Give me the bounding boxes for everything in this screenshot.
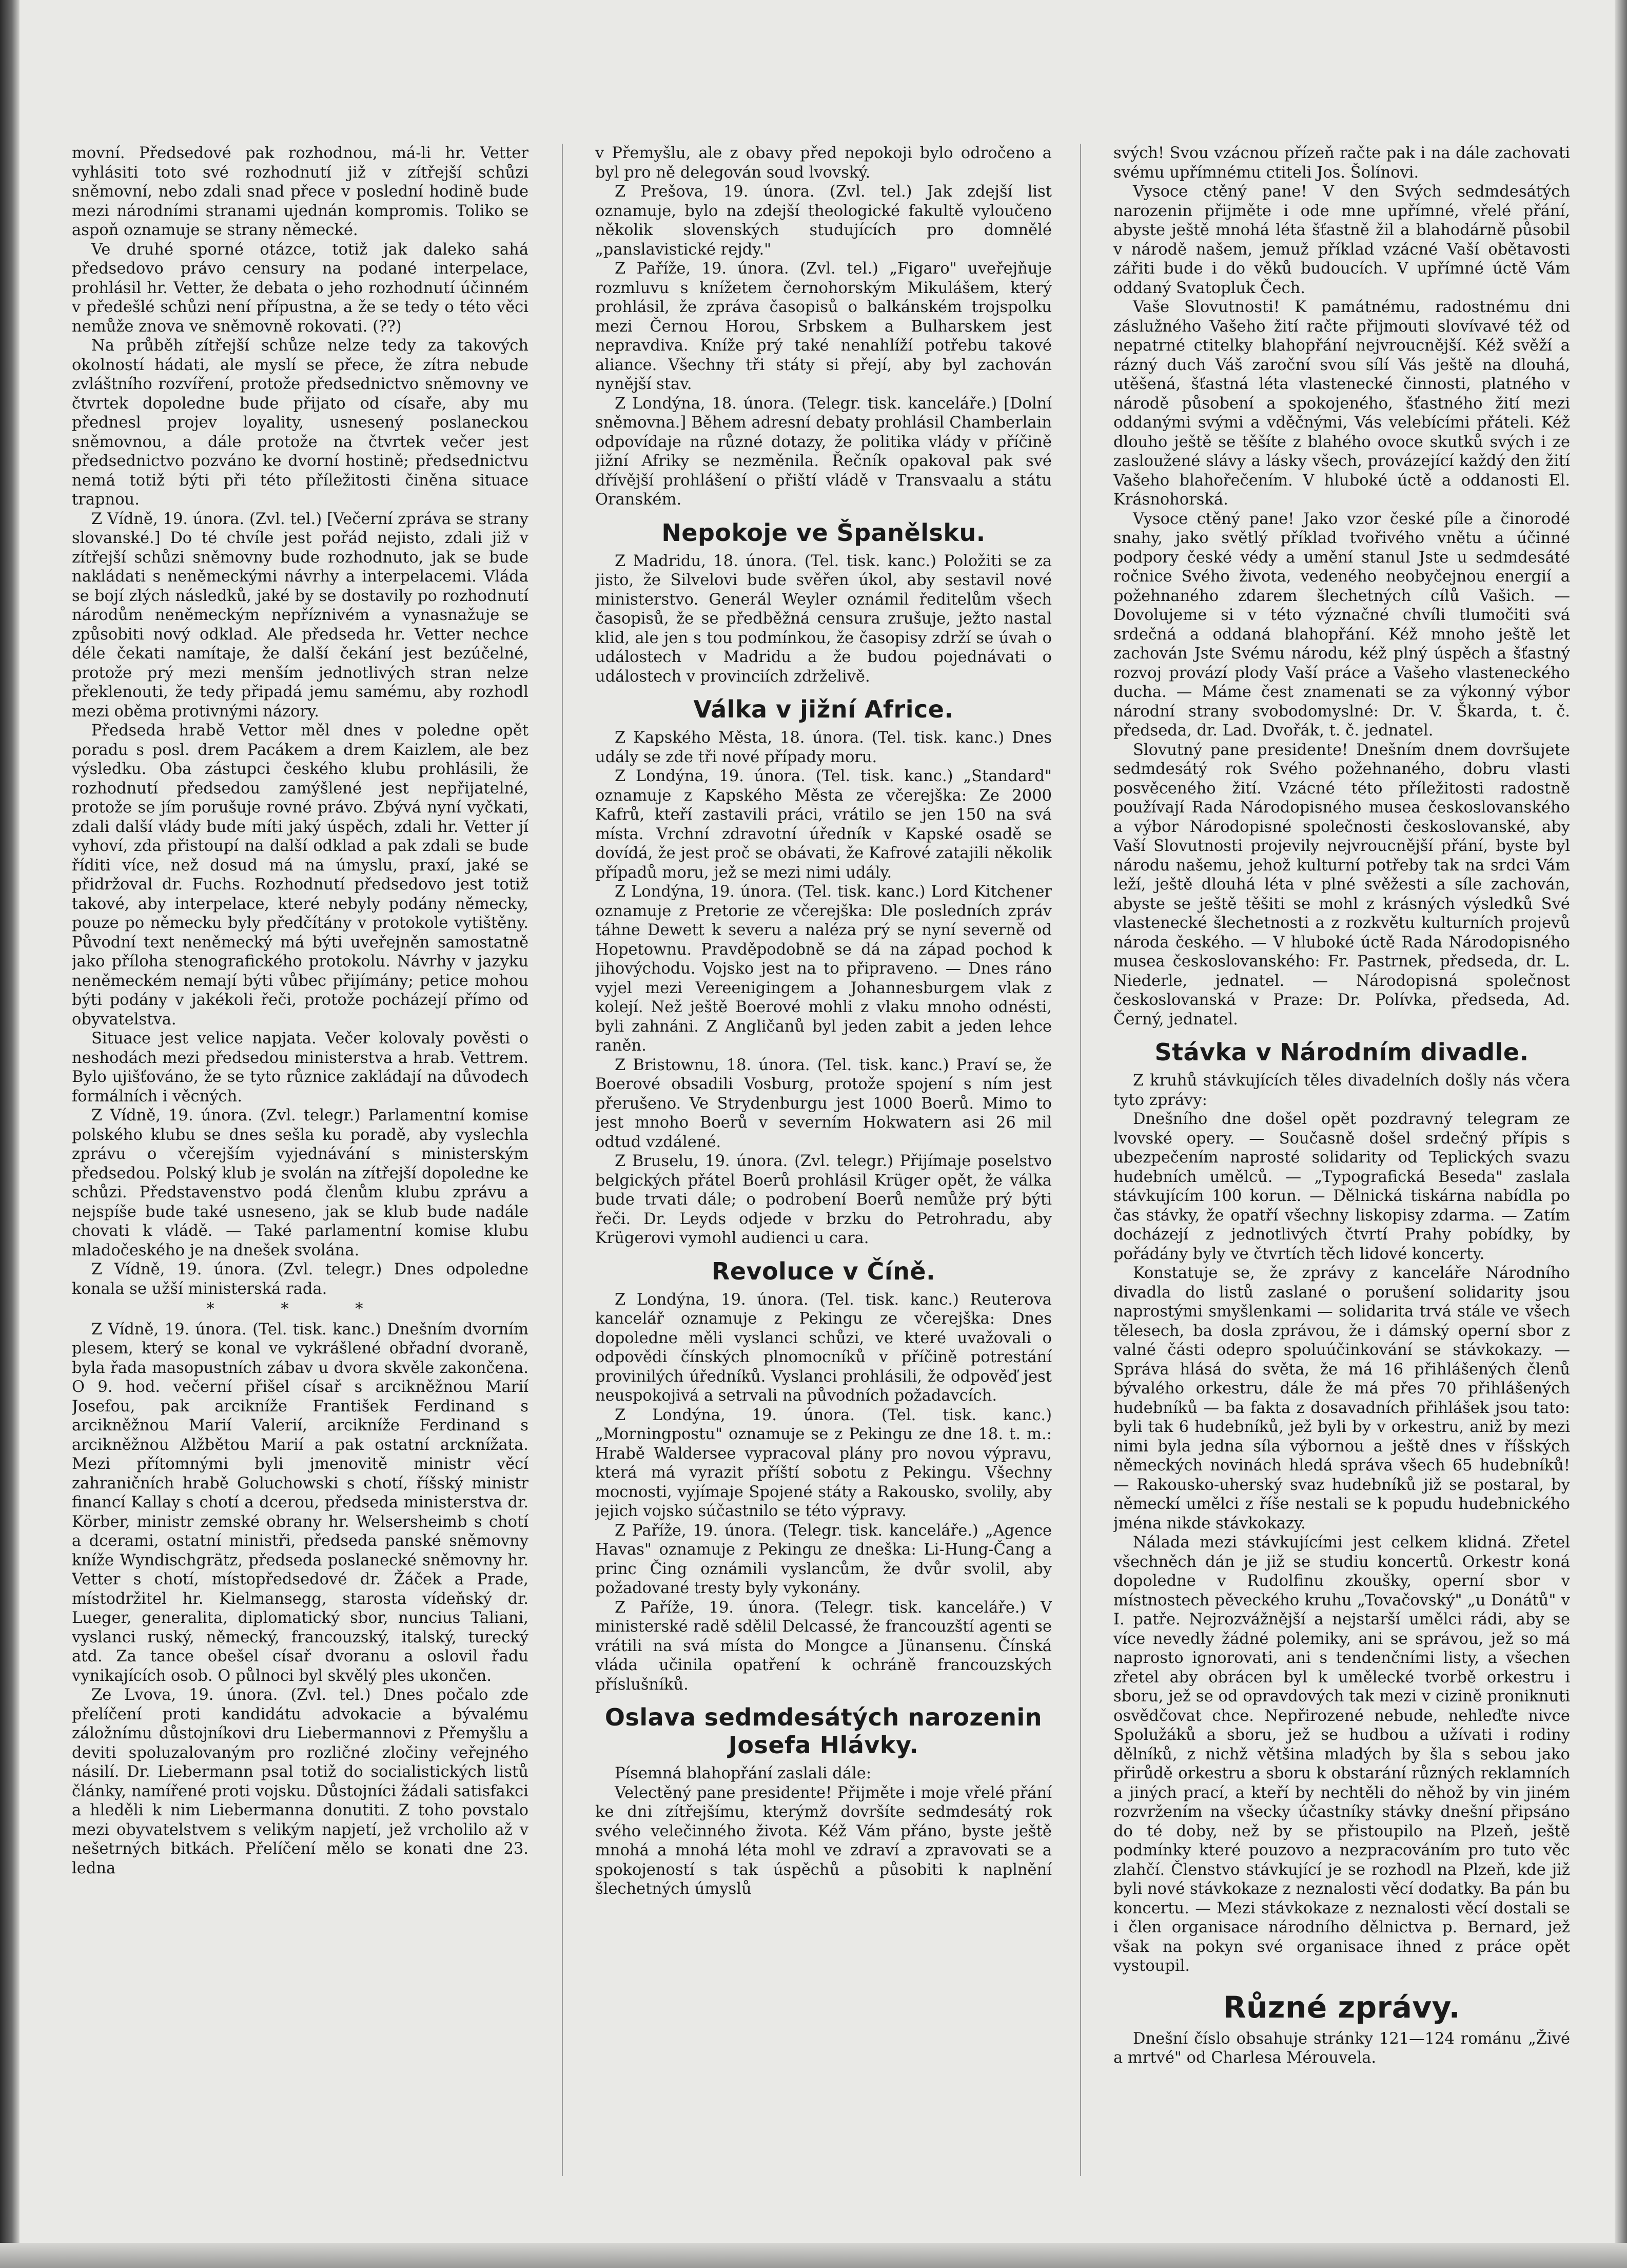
paragraph: Na průběh zítřejší schůze nelze tedy za takových okolností hádati, ale myslí se přece, že zítra nebude zvláštního rozvíření, protože předsednictvo sněmovny ve čtvrtek dopoledne bude přijato od císaře, aby mu přednesl projev loyality, usnesený poslaneckou sněmovnou, a dále protože na čtvrtek večer jest předsednictvo pozváno ke dvorní hostině; předsednictvu nemá totiž býti při této příležitosti činěna situace trapnou. bbox=[72, 337, 528, 509]
paragraph: Z Paříže, 19. února. (Zvl. tel.) „Figaro" uveřejňuje rozmluvu s knížetem černohorským Mikulášem, který prohlásil, že zpráva časopisů o balkánském trojspolku mezi Černou Horou, Srbskem a Bulharskem jest nepravdiva. Kníže prý také nenahlíží potřebu takové aliance. Všechny tři státy si přejí, aby byl zachován nynější stav. bbox=[595, 260, 1052, 393]
section-heading-china: Revoluce v Číně. bbox=[711, 1257, 936, 1285]
paragraph: svých! Svou vzácnou přízeň račte pak i na dále zachovati svému upřímnému ctiteli Jos. Šolínovi. bbox=[1113, 144, 1570, 182]
paragraph: Z Londýna, 19. února. (Tel. tisk. kanc.) „Morningpostu" oznamuje se z Pekingu ze dne 18. t. m.: Hrabě Waldersee vypracoval plány pro novou výpravu, která má vyrazit příští sobotu z Pekingu. Všechny mocnosti, vyjímaje Spojené státy a Rakousko, svolily, aby jejich vojsko súčastnilo se této výpravy. bbox=[595, 1406, 1052, 1520]
section-heading-hlavka: Oslava sedmdesátých narozenin Josefa Hlávky. bbox=[604, 1703, 1043, 1759]
paragraph: Z Kapského Města, 18. února. (Tel. tisk. kanc.) Dnes udály se zde tři nové případy moru. bbox=[595, 729, 1052, 766]
page-edge-right bbox=[1615, 0, 1627, 2268]
paragraph: Z Vídně, 19. února. (Zvl. telegr.) Dnes odpoledne konala se užší ministerská rada. bbox=[72, 1261, 528, 1298]
paragraph: Ze Lvova, 19. února. (Zvl. tel.) Dnes počalo zde přelíčení proti kandidátu advokacie a bývalému záložnímu důstojníkovi dru Liebermannovi z Přemyšlu a deviti spoluzalovaným pro rozličné zločiny veřejného násilí. Dr. Liebermann psal totiž do socialistických listů články, namířené proti vojsku. Důstojníci žádali satisfakci a hleděli k nim Liebermanna donutiti. Z toho povstalo mezi obyvatelstvem s velikým napjetí, jež vrcholilo až v nešetrných bitkách. Přelíčení mělo se konati dne 23. ledna bbox=[72, 1686, 528, 1877]
paragraph: Z Bruselu, 19. února. (Zvl. telegr.) Přijímaje poselstvo belgických přátel Boerů prohlásil Krüger opět, že válka bude trvati dále; o podrobení Boerů nemůže prý býti řeči. Dr. Leyds odjede v brzku do Petrohradu, aby Krügerovi vymohl audienci u cara. bbox=[595, 1152, 1052, 1247]
paragraph: Velectěný pane presidente! Přijměte i moje vřelé přání ke dni zítřejšímu, kterýmž dovršíte sedmdesátý rok svého velečinného života. Kéž Vám přáno, byste ještě mnohá a mnohá léta mohl ve zdraví a zpravovati se a spokojeností s tak úspěchů a působiti k naplnění šlechetných úmyslů bbox=[595, 1784, 1052, 1898]
paragraph: Nálada mezi stávkujícími jest celkem klidná. Zřetel všechněch dán je již se studiu koncertů. Orkestr koná dopoledne v Rudolfinu zkoušky, operní sbor v místnostech pěveckého kruhu „Tovačovský" „u Donátů" v I. patře. Nejrozvážnější a nejstarší umělci rádi, aby se více nevedly žádné polemiky, ani se správou, jež so má naprosto ignorovati, ani s tendenčními listy, a všechen zřetel aby obrácen byl k umělecké tvorbě orkestru i sboru, jež se od opravdových tak mezi v cizině proniknuti osvědčovat chce. Nepřirozené nebude, nehleďte nivce Spolužáků a sboru, jež se hudbou a užívati i rodiny dělníků, z nichž většina mladých by šla s sebou jako přirůdě orkestru a sboru k obstarání různých reklamních a jiných prací, a kteří by nechtěli do něhož by vin jiném rozvržením na všecky účastníky stávky dnešní připsáno do té doby, než by se přistoupilo na Plzeň, ještě podmínky které pouzovo a nezpracováním pro tuto věc zlahčí. Členstvo stávkující je se rozhodl na Plzeň, kde již byli nové stávkokaze z neznalosti věcí dodatky. Ba pán bu koncertu. — Mezi stávkokaze z neznalosti věcí dostali se i člen organisace národního dělnictva p. Bernard, jež však na pokyn své organisace ihned z práce opět vystoupil. bbox=[1113, 1534, 1570, 1975]
paragraph: Z Prešova, 19. února. (Zvl. tel.) Jak zdejší list oznamuje, bylo na zdejší theologické fakultě vyloučeno několik slovenských studujících pro domnělé „panslavistické rejdy." bbox=[595, 183, 1052, 259]
paragraph: Z Paříže, 19. února. (Telegr. tisk. kanceláře.) „Agence Havas" oznamuje z Pekingu ze dneška: Li-Hung-Čang a princ Čing oznámili vyslancům, že dvůr svolil, aby požadované tresty byly vykonány. bbox=[595, 1521, 1052, 1597]
column-rule bbox=[1080, 144, 1081, 2176]
column-2 bbox=[595, 144, 1052, 2176]
paragraph: Z Paříže, 19. února. (Telegr. tisk. kanceláře.) V ministerské radě sdělil Delcassé, že francouzští agenti se vrátili na svá místa do Mongce a Jünansenu. Čínská vláda učinila opatření k ochráně francouzských příslušníků. bbox=[595, 1598, 1052, 1694]
paragraph: Vysoce ctěný pane! Jako vzor české píle a činorodé snahy, jako světlý příklad tvořivého vnětu a účinné podpory české védy a umění stanul Jste u sedmdesáté ročnice Svého života, vedeného neobyčejnou energií a požehnaného zdarem šlechetných cílů Vašich. — Dovolujeme si v této význačné chvíli tlumočiti svá srdečná a oddaná blahopřání. Kéž mnoho ještě let zachován Jste Svému národu, kéž plný úspěch a šťastný rozvoj provází plody Vaší práce a Vašeho vlasteneckého ducha. — Máme čest znamenati se za výkonný výbor národní strany svobodomyslné: Dr. V. Škarda, t. č. předseda, dr. Lad. Dvořák, t. č. jednatel. bbox=[1113, 510, 1570, 740]
paragraph: Slovutný pane presidente! Dnešním dnem dovršujete sedmdesátý rok Svého požehnaného, dobru vlasti posvěceného žití. Vzácné této příležitosti radostně používají Rada Národopisného musea českoslovanského a výbor Národopisné společnosti českoslovanské, aby Vaší Slovutnosti projevily nejvroucnější přání, byste byl národu našemu, jehož kulturní potřeby tak na srdci Vám leží, ještě dlouhá léta v plné svěžesti a síle zachován, abyste se ještě těšiti se mohl z krásných výsledků Své vlastenecké šlechetnosti a z rozkvětu kulturních projevů národa českého. — V hluboké úctě Rada Národopisného musea českoslovanského: Fr. Pastrnek, předseda, dr. L. Niederle, jednatel. — Národopisná společnost českoslovanská v Praze: Dr. Polívka, předseda, Ad. Černý, jednatel. bbox=[1113, 741, 1570, 1029]
section-heading-strike: Stávka v Národním divadle. bbox=[1154, 1038, 1529, 1066]
paragraph: Předseda hrabě Vettor měl dnes v poledne opět poradu s posl. drem Pacákem a drem Kaizlem, ale bez výsledku. Oba zástupci českého klubu prohlásili, že rozhodnutí předsedou zamýšlené jest nepřijatelné, protože se jím porušuje rovné právo. Zbývá nyní vyčkati, zdali další vlády bude míti jaký úspěch, zdali hr. Vetter jí vyhoví, zda přistoupí na další odklad a pak zdali se bude říditi více, než dosud má na úmyslu, praxí, jaké se přidržoval dr. Fuchs. Rozhodnutí předsedovo jest totiž takové, aby interpelace, které nebyly podány německy, pouze po německu byly předčítány v protokole vytištěny. Původní text neněmecký má býti uveřejněn samostatně jako příloha stenografického protokolu. Návrhy v jazyku neněmeckém nemají býti vůbec přijímány; petice mohou býti podány v jakékoli řeči, protože pocházejí přímo od obyvatelstva. bbox=[72, 722, 528, 1029]
paragraph: movní. Předsedové pak rozhodnou, má-li hr. Vetter vyhlásiti toto své rozhodnutí již v zítřejší schůzi sněmovní, nebo zdali snad přece v poslední hodině bude mezi národními stranami ujednán kompromis. Toliko se aspoň oznamuje se strany německé. bbox=[72, 144, 528, 239]
paragraph: Z Vídně, 19. února. (Zvl. telegr.) Parlamentní komise polského klubu se dnes sešla ku poradě, aby vyslechla zprávu o včerejším vyjednávání s ministerským předsedou. Polský klub je svolán na zítřejší dopoledne ke schůzi. Představenstvo podá členům klubu zprávu a nejspíše bude také usneseno, jak se klub bude nadále chovati k vládě. — Také parlamentní komise klubu mladočeského je na dnešek svolána. bbox=[72, 1107, 528, 1259]
paragraph: Vaše Slovutnosti! K památnému, radostnému dni záslužného Vašeho žití račte přijmouti slovívavé též od nepatrné ctitelky blahopřání nejvroucnější. Kéž svěží a rázný duch Váš zaroční svou sílí Vás ještě na dlouhá, utěšená, šťastná léta vlastenecké činnosti, platného v národě působení a spokojeného, šťastného žití mezi oddanými svými a vděčnými, Vás velebícími přáteli. Kéž dlouho ještě se těšíte z blahého ovoce skutků svých i ze zasloužené slávy a lásky všech, provázející každý den žití Vašeho blahořečením. V hluboké úctě a oddanosti El. Krásnohorská. bbox=[1113, 298, 1570, 509]
paragraph: Z Londýna, 19. února. (Tel. tisk. kanc.) Reuterova kancelář oznamuje z Pekingu ze včerejška: Dnes dopoledne měli vyslanci schůzi, ve které uvažovali o odpovědi čínských plnomocníků v příčině potrestání provinilých úředníků. Vyslanci prohlásili, že odpověď jest neuspokojivá a setrvali na původních požadavcích. bbox=[595, 1290, 1052, 1405]
section-heading-misc: Různé zprávy. bbox=[1223, 1989, 1461, 2025]
section-separator: * * * bbox=[206, 1300, 394, 1318]
paragraph: v Přemyšlu, ale z obavy před nepokoji bylo odročeno a byl pro ně delegován soud lvovský. bbox=[595, 144, 1052, 182]
paragraph: Z Londýna, 18. února. (Telegr. tisk. kanceláře.) [Dolní sněmovna.] Během adresní debaty prohlásil Chamberlain odpovídaje na různé dotazy, že politika vlády v příčině jižní Afriky se nezměnila. Řečník opakoval pak své dřívější prohlášení o přiští vládě v Transvaalu a státu Oranském. bbox=[595, 394, 1052, 509]
paragraph: Dnešní číslo obsahuje stránky 121—124 románu „Živé a mrtvé" od Charlesa Mérouvela. bbox=[1113, 2029, 1570, 2067]
paragraph: Z Vídně, 19. února. (Zvl. tel.) [Večerní zpráva se strany slovanské.] Do té chvíle jest pořád nejisto, zdali již v zítřejší schůzi sněmovny bude rozhodnuto, jak se bude nakládati s neněmeckými návrhy a interpelacemi. Vláda se bojí zlých následků, jaké by se dostavily po rozhodnutí národům neněmeckým nepříznivém a vynasnažuje se způsobiti nový odklad. Ale předseda hr. Vetter nechce déle čekati namítaje, že další čekání jest bezúčelné, protože prý mezi menším jednotlivých stran nelze překlenouti, že tedy připadá jemu samému, aby rozhodl mezi oběma protivnými názory. bbox=[72, 510, 528, 721]
paragraph: Situace jest velice napjata. Večer kolovaly pověsti o neshodách mezi předsedou ministerstva a hrab. Vettrem. Bylo ujišťováno, že se tyto různice zakládají na důvodech formálních i věcných. bbox=[72, 1030, 528, 1106]
column-1 bbox=[72, 144, 528, 2176]
paragraph: Z Madridu, 18. února. (Tel. tisk. kanc.) Položiti se za jisto, že Silvelovi bude svěřen úkol, aby sestavil nové ministerstvo. Generál Weyler oznámil ředitelům všech časopisů, že se předběžná censura zrušuje, ježto nastal klid, ale jen s tou podmínkou, že časopisy zdrží se úvah o událostech v Madridu a že budou pojednávati o událostech v provinciích zdrželivě. bbox=[595, 552, 1052, 686]
paragraph: Konstatuje se, že zprávy z kanceláře Národního divadla do listů zaslané o porušení solidarity jsou naprostými smyšlenkami — solidarita trvá stále ve všech tělesech, ba dosla zprávou, že i dámský operní sbor z valné části odepro spoluúčinkování se stávkokazy. — Správa hlásá do světa, že má 16 přihlášených členů bývalého orkestru, dále že má přes 70 přihlášených hudebníků — ba fakta z dosavadních přihlášek jsou tato: byli tak 6 hudebníků, jež byli by v orkestru, aniž by mezi nimi byla jedna síla výbornou a ještě dnes v říšských německých novinách hledá správa všech 65 hudebníků! — Rakousko-uherský svaz hudebníků již se postaral, by německí umělci z říše nestali se k popudu hudebnického jména nikde stávkokazy. bbox=[1113, 1264, 1570, 1533]
column-3 bbox=[1113, 144, 1570, 2176]
paragraph: Vysoce ctěný pane! V den Svých sedmdesátých narozenin přijměte i ode mne upřímné, vřelé přání, abyste ještě mnohá léta šťastně žil a blahodárně působil v národě našem, jemuž příklad vzácné Vaší obětavosti zářiti bude i do věků budoucích. V upřímné úctě Vám oddaný Svatopluk Čech. bbox=[1113, 183, 1570, 297]
section-heading-spain: Nepokoje ve Španělsku. bbox=[661, 518, 986, 547]
column-rule bbox=[562, 144, 563, 2176]
paragraph: Dnešního dne došel opět pozdravný telegram ze lvovské opery. — Současně došel srdečný přípis s ubezpečením naprosté solidarity od Teplických svazu hudebních umělců. — „Typografická Beseda" zaslala stávkujícím 100 korun. — Dělnická tiskárna nabídla po čas stávky, že opatří všechny liskopisy zdarma. — Zatím docházejí z jednotlivých čtvrtí Prahy pobídky, by pořádány byly ve čtvrtích těch lidové koncerty. bbox=[1113, 1110, 1570, 1263]
section-heading-africa: Válka v jižní Africe. bbox=[693, 695, 954, 723]
newspaper-page bbox=[72, 144, 1575, 2176]
paragraph: Z Bristownu, 18. února. (Tel. tisk. kanc.) Praví se, že Boerové obsadili Vosburg, protože spojení s ním jest přerušeno. Ve Strydenburgu jest 1000 Boerů. Mimo to jest mnoho Boerů v severním Hokwatern asi 26 mil odtud vzdálené. bbox=[595, 1056, 1052, 1151]
page-edge-left bbox=[0, 0, 19, 2268]
page-edge-bottom bbox=[0, 2243, 1627, 2268]
paragraph: Písemná blahopřání zaslali dále: bbox=[615, 1765, 872, 1782]
paragraph: Ve druhé sporné otázce, totiž jak daleko sahá předsedovo právo censury na podané interpelace, prohlásil hr. Vetter, že debata o jeho rozhodnutí účinném v předešlé schůzi není přípustna, a že se tedy o této věci nemůže znova ve sněmovně rokovati. (??) bbox=[72, 240, 528, 336]
paragraph: Z Londýna, 19. února. (Tel. tisk. kanc.) „Standard" oznamuje z Kapského Města ze včerejška: Ze 2000 Kafrů, kteří zastavili práci, vrátilo se jen 150 na svá místa. Vrchní zdravotní úředník v Kapské osadě se dovídá, že jest proč se obávati, že Kafrové zatajili několik případů moru, jež se mezi nimi udály. bbox=[595, 767, 1052, 882]
paragraph: Z Londýna, 19. února. (Tel. tisk. kanc.) Lord Kitchener oznamuje z Pretorie ze včerejška: Dle posledních zpráv táhne Dewett k severu a naléza prý se nyní severně od Hopetownu. Pravděpodobně se dá na západ pochod k jihovýchodu. Vojsko jest na to připraveno. — Dnes ráno vyjel mezi Vereenigingem a Johannesburgem vlak z kolejí. Než ještě Boerové mohli z vlaku mnoho odnésti, byli zahnáni. Z Angličanů byl jeden zabit a jeden lehce raněn. bbox=[595, 883, 1052, 1055]
paragraph: Z kruhů stávkujících těles divadelních došly nás včera tyto zprávy: bbox=[1113, 1072, 1570, 1109]
paragraph: Z Vídně, 19. února. (Tel. tisk. kanc.) Dnešním dvorním plesem, který se konal ve vykrášlené obřadní dvoraně, byla řada masopustních zábav u dvora skvěle zakončena. O 9. hod. večerní přišel císař s arcikněžnou Marií Josefou, pak arcikníže František Ferdinand s arcikněžnou Marií Valerií, arcikníže Ferdinand s arcikněžnou Alžbětou Marií a pak ostatní arcknížata. Mezi přítomnými byli jmenovitě ministr věcí zahraničních hrabě Goluchowski s chotí, říšský ministr financí Kallay s chotí a dcerou, předseda ministerstva dr. Körber, ministr zemské obrany hr. Welsersheimb s chotí a dcerami, ostatní ministři, předseda panské sněmovny kníže Wyndischgrätz, předseda poslanecké sněmovny hr. Vetter s chotí, místopředsedové dr. Žáček a Prade, místodržitel hr. Kielmansegg, starosta vídeňský dr. Lueger, generalita, diplomatický sbor, nuncius Taliani, vyslanci ruský, německý, francouzský, italský, turecký atd. Za tance obešel císař dvoranu a oslovil řadu vynikajících osob. O půlnoci byl skvělý ples ukončen. bbox=[72, 1320, 528, 1685]
